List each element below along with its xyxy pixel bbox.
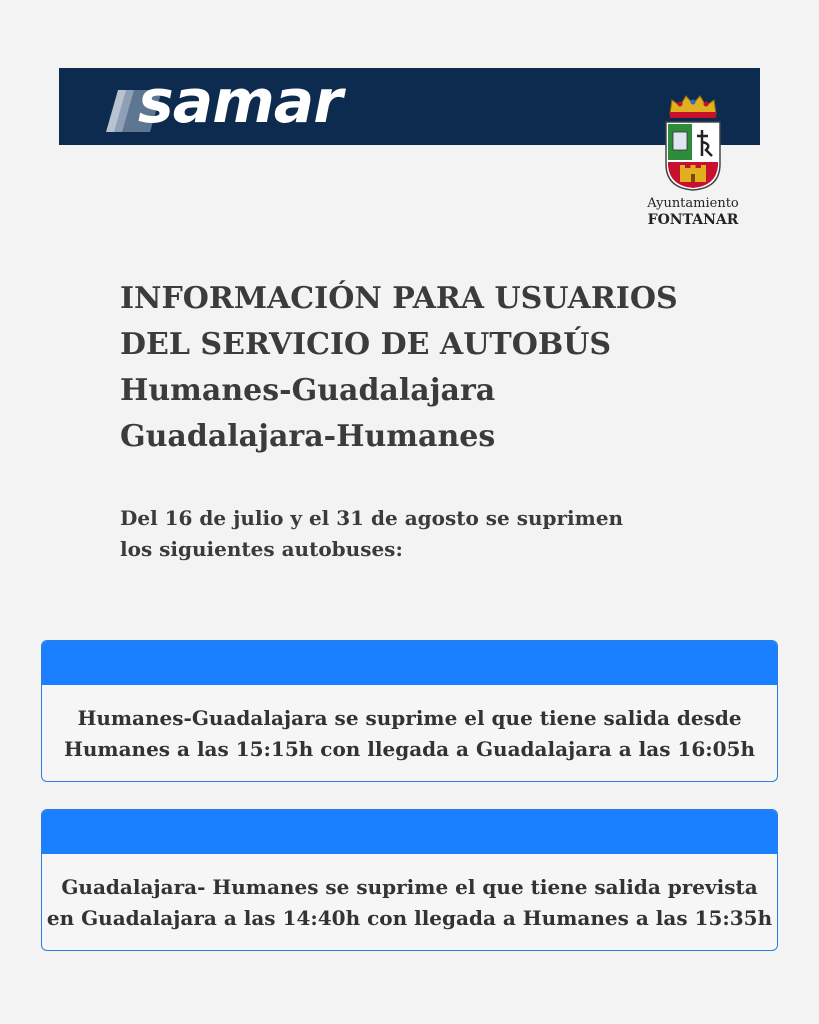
notice-card-humanes-guadalajara: [41, 640, 778, 782]
logo-wordmark: samar: [138, 67, 342, 137]
samar-logo: [100, 67, 370, 137]
notice-line-1: Guadalajara- Humanes se suprime el que tiene salida prevista: [61, 875, 758, 899]
notice-line-1: Humanes-Guadalajara se suprime el que tiene salida desde: [77, 706, 742, 730]
page-title: [120, 276, 760, 460]
intro-line-1: Del 16 de julio y el 31 de agosto se suprimen: [120, 506, 624, 530]
notice-line-2: Humanes a las 15:15h con llegada a Guadalajara a las 16:05h: [63, 737, 756, 761]
notice-body: [42, 854, 777, 934]
title-line-1: INFORMACIÓN PARA USUARIOS: [120, 281, 678, 316]
intro-line-2: los siguientes autobuses:: [120, 537, 403, 561]
notice-header-band: [42, 810, 777, 854]
caption-fontanar: FONTANAR: [647, 212, 739, 228]
title-line-2: DEL SERVICIO DE AUTOBÚS: [120, 327, 612, 362]
intro-text: [120, 503, 720, 565]
notice-header-band: [42, 641, 777, 685]
caption-ayuntamiento: Ayuntamiento: [647, 196, 739, 211]
municipality-caption: [628, 196, 758, 228]
notice-body: [42, 685, 777, 765]
title-route-1: Humanes-Guadalajara: [120, 373, 496, 408]
coat-of-arms-icon: [662, 94, 724, 192]
notice-card-guadalajara-humanes: [41, 809, 778, 951]
title-route-2: Guadalajara-Humanes: [120, 419, 496, 454]
notice-line-2: en Guadalajara a las 14:40h con llegada a Humanes a las 15:35h: [46, 906, 773, 930]
